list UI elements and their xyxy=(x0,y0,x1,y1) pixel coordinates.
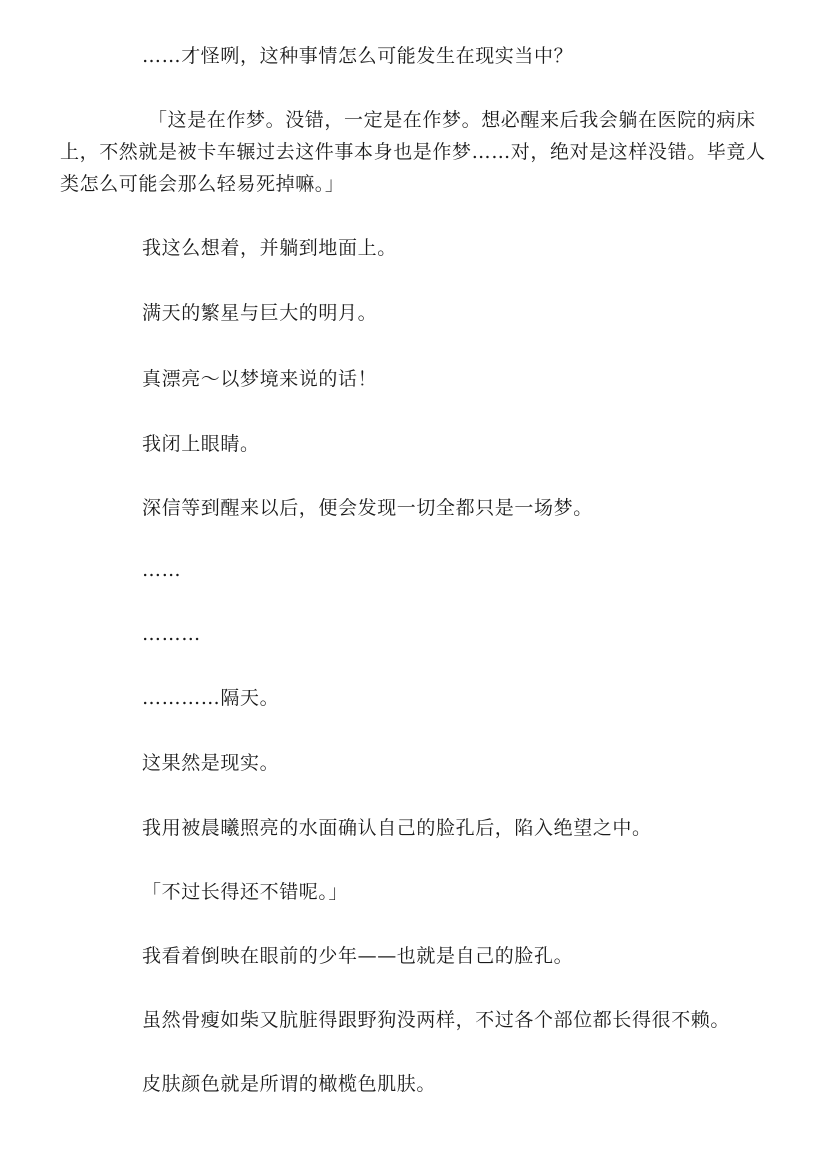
paragraph-7: 深信等到醒来以后，便会发现一切全都只是一场梦。 xyxy=(142,497,593,519)
paragraph-8: …… xyxy=(142,559,182,581)
paragraph-13: 「不过长得还不错呢。」 xyxy=(142,881,349,903)
paragraph-2: 「这是在作梦。没错，一定是在作梦。想必醒来后我会躺在医院的病床上，不然就是被卡车辗过去这件事本身也是作梦……对，绝对是这样没错。毕竟人类怎么可能会那么轻易死掉嘛。」 xyxy=(60,109,766,195)
paragraph-9: ……… xyxy=(142,623,201,645)
paragraph-12: 我用被晨曦照亮的水面确认自己的脸孔后，陷入绝望之中。 xyxy=(142,817,652,839)
paragraph-14: 我看着倒映在眼前的少年——也就是自己的脸孔。 xyxy=(142,945,574,967)
paragraph-15: 虽然骨瘦如柴又肮脏得跟野狗没两样，不过各个部位都长得很不赖。 xyxy=(142,1009,731,1031)
paragraph-4: 满天的繁星与巨大的明月。 xyxy=(142,302,378,324)
paragraph-16: 皮肤颜色就是所谓的橄榄色肌肤。 xyxy=(142,1073,437,1095)
paragraph-6: 我闭上眼睛。 xyxy=(142,433,260,455)
paragraph-3: 我这么想着，并躺到地面上。 xyxy=(142,237,397,259)
paragraph-11: 这果然是现实。 xyxy=(142,752,280,774)
paragraph-10: …………隔天。 xyxy=(142,687,280,709)
paragraph-1: ……才怪咧，这种事情怎么可能发生在现实当中？ xyxy=(142,45,574,67)
paragraph-5: 真漂亮～以梦境来说的话！ xyxy=(142,368,378,390)
